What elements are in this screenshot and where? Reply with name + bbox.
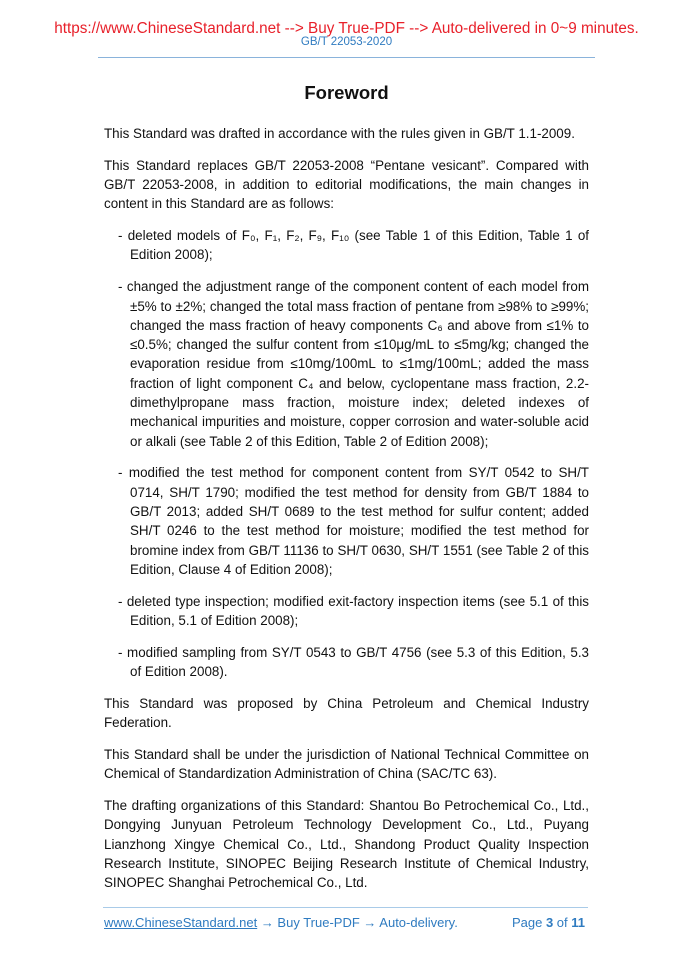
list-item: - changed the adjustment range of the component content of each model from ±5% to ±2%; changed the total mass fraction of pentane from ≥98% to ≥99%; changed the mass fraction of heavy components C₆ and above from ≤1% to ≤0.5%; changed the sulfur content from ≤10μg/mL to ≤5mg/kg; changed the evaporation residue from ≤10mg/100mL to ≤1mg/100mL; added the mass fraction of light component C₄ and below, cyclopentane mass fraction, 2.2-dimethylpropane mass fraction, moisture index; deleted indexes of mechanical impurities and moisture, copper corrosion and water-soluble acid or alkali (see Table 2 of this Edition, Table 2 of Edition 2008); xyxy=(118,279,589,449)
promo-banner[interactable]: https://www.ChineseStandard.net --> Buy True-PDF --> Auto-delivered in 0~9 minutes. xyxy=(54,20,639,37)
page-label: Page xyxy=(511,915,546,930)
page-title: Foreword xyxy=(304,82,389,103)
list-item: - modified the test method for component content from SY/T 0542 to SH/T 0714, SH/T 1790; modified the test method for density from GB/T 1884 to GB/T 2013; added SH/T 0689 to the test method for sulfur content; added SH/T 0246 to the test method for moisture; modified the test method for bromine index from GB/T 11136 to SH/T 0630, SH/T 1551 (see Table 2 of this Edition, Clause 4 of Edition 2008); xyxy=(118,465,589,577)
footer xyxy=(104,915,585,930)
list-item: - modified sampling from SY/T 0543 to GB/T 4756 (see 5.3 of this Edition, 5.3 of Edition 2008). xyxy=(118,644,589,680)
footer-link[interactable]: www.ChineseStandard.net xyxy=(104,915,258,930)
footer-promo xyxy=(104,915,458,930)
paragraph: The drafting organizations of this Standard: Shantou Bo Petrochemical Co., Ltd., Dongying Junyuan Petroleum Technology Development Co., Ltd., Puyang Lianzhong Xingye Chemical Co., Ltd., Shandong Product Quality Inspection Research Institute, SINOPEC Beijing Research Institute of Chemical Industry, SINOPEC Shanghai Petrochemical Co., Ltd. xyxy=(104,798,589,891)
page-of: of xyxy=(553,915,572,930)
paragraph: This Standard replaces GB/T 22053-2008 “Pentane vesicant”. Compared with GB/T 22053-2008, in addition to editorial modifications, the main changes in content in this Standard are as follows: xyxy=(104,157,589,212)
page-indicator xyxy=(512,915,585,930)
page-current: 3 xyxy=(545,915,554,930)
standard-number: GB/T 22053-2020 xyxy=(300,36,393,48)
document-body xyxy=(104,124,589,905)
page-total: 11 xyxy=(571,915,585,930)
paragraph: This Standard shall be under the jurisdiction of National Technical Committee on Chemical of Standardization Administration of China (SAC/TC 63). xyxy=(104,747,589,782)
paragraph: This Standard was proposed by China Petroleum and Chemical Industry Federation. xyxy=(104,695,589,731)
footer-divider xyxy=(103,907,588,908)
list-item: - deleted type inspection; modified exit-factory inspection items (see 5.1 of this Edition, 5.1 of Edition 2008); xyxy=(118,593,589,629)
list-item: - deleted models of F₀, F₁, F₂, F₉, F₁₀ (see Table 1 of this Edition, Table 1 of Edition 2008); xyxy=(118,228,589,263)
paragraph: This Standard was drafted in accordance with the rules given in GB/T 1.1-2009. xyxy=(104,126,575,141)
header-divider xyxy=(98,57,595,58)
footer-tagline: → Buy True-PDF → Auto-delivery. xyxy=(257,915,458,930)
